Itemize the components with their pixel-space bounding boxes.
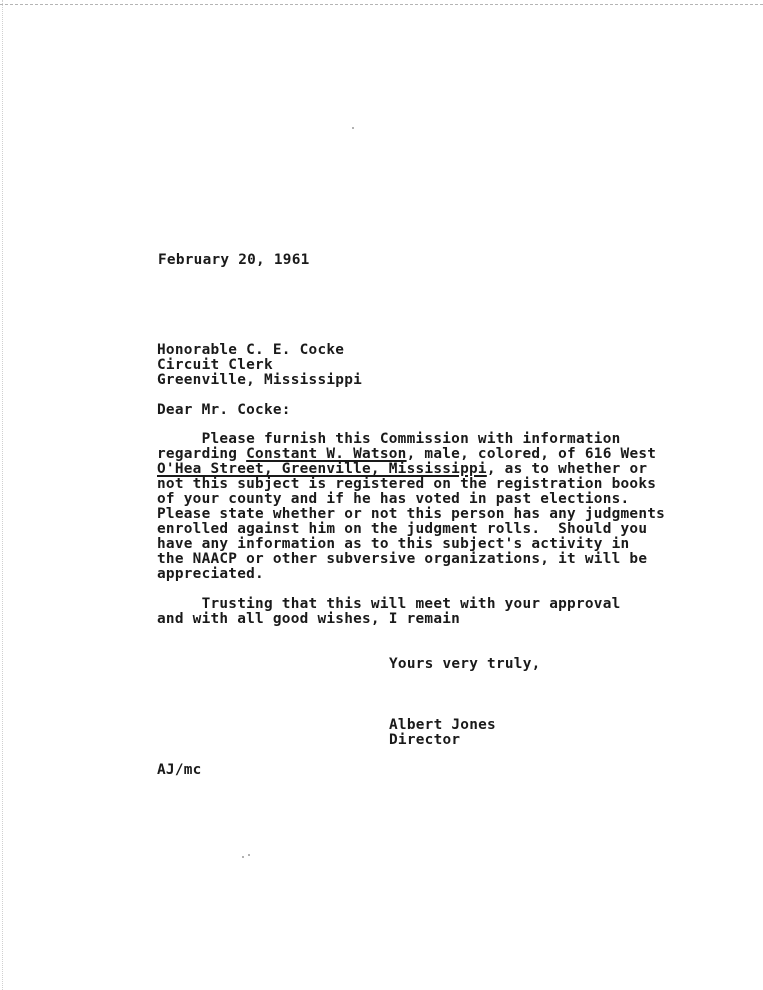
page-top-edge xyxy=(0,4,763,5)
body-line-3 xyxy=(157,462,647,477)
body-line-3-suffix: , as to whether or xyxy=(486,461,648,477)
scan-speck xyxy=(352,127,354,129)
subject-name: Constant W. Watson xyxy=(246,446,407,462)
body-line-2 xyxy=(157,447,656,462)
body-line-2-prefix: regarding xyxy=(157,446,247,462)
closing-line-1: Trusting that this will meet with your approval xyxy=(157,596,621,612)
recipient-title: Circuit Clerk xyxy=(157,357,273,373)
scan-speck xyxy=(248,854,250,856)
subject-address: O'Hea Street, Greenville, Mississippi xyxy=(157,461,487,477)
recipient-location: Greenville, Mississippi xyxy=(157,372,363,388)
signer-title: Director xyxy=(389,732,461,748)
body-line-2-suffix: , male, colored, of 616 West xyxy=(406,446,657,462)
body-line-8: have any information as to this subject's activity in xyxy=(157,536,630,552)
body-line-9: the NAACP or other subversive organizations, it will be xyxy=(157,551,648,567)
body-line-10: appreciated. xyxy=(157,566,264,582)
scan-speck xyxy=(242,856,244,858)
closing-line-2: and with all good wishes, I remain xyxy=(157,611,461,627)
signer-name: Albert Jones xyxy=(389,717,496,733)
recipient-name: Honorable C. E. Cocke xyxy=(157,342,345,358)
body-line-4: not this subject is registered on the registration books xyxy=(157,476,657,492)
page-left-edge xyxy=(2,0,3,990)
salutation: Dear Mr. Cocke: xyxy=(157,402,291,418)
body-line-7: enrolled against him on the judgment rolls. Should you xyxy=(157,521,648,537)
body-line-1: Please furnish this Commission with information xyxy=(157,431,621,447)
letter-date: February 20, 1961 xyxy=(158,252,310,268)
body-line-6: Please state whether or not this person has any judgments xyxy=(157,506,666,522)
body-line-5: of your county and if he has voted in past elections. xyxy=(157,491,630,507)
reference-initials: AJ/mc xyxy=(157,762,202,778)
complimentary-close: Yours very truly, xyxy=(389,656,541,672)
